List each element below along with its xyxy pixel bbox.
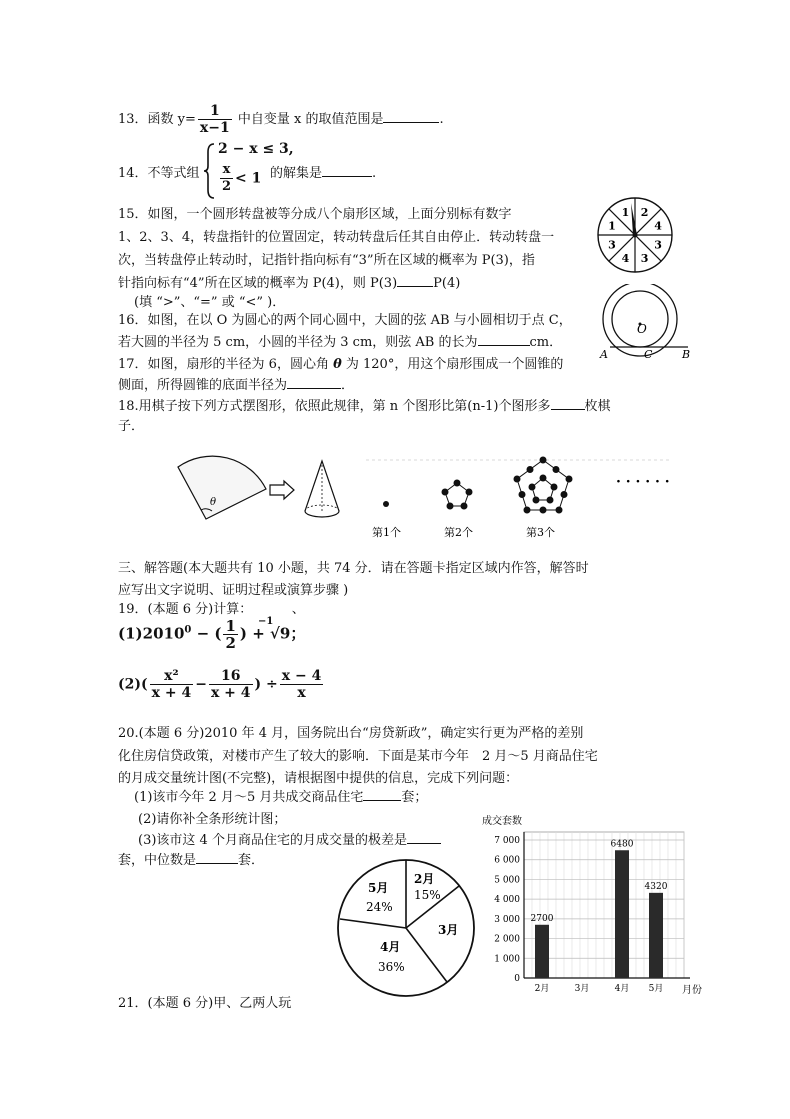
spinner-number: 3 xyxy=(640,252,649,266)
pattern-2 xyxy=(442,480,472,509)
pie-pct-may: 24% xyxy=(366,900,393,914)
y-tick-label: 0 xyxy=(514,974,520,984)
bar-value-label: 2700 xyxy=(530,913,554,924)
q20-sub1: (1)该市今年 2 月～5 月共成交商品住宅 套； xyxy=(134,790,428,805)
spinner-number: 1 xyxy=(608,219,616,233)
pie-pct-feb: 15% xyxy=(414,888,441,902)
pattern-3 xyxy=(514,457,572,513)
q15-line2: 1、2、3、4，转盘指针的位置固定，转动转盘后任其自由停止．转动转盘一 xyxy=(118,230,555,245)
pie-label-feb: 2月 xyxy=(414,872,435,886)
q21: 21．(本题 6 分)甲、乙两人玩 xyxy=(118,996,292,1011)
q15-line5: (填 “>”、“=” 或 “<” )． xyxy=(134,295,286,310)
pattern-1-dot xyxy=(383,501,389,507)
q18-line2: 子． xyxy=(118,419,145,434)
spinner-number: 4 xyxy=(654,219,662,233)
y-tick-label: 1 000 xyxy=(494,954,520,965)
concentric-circles-figure xyxy=(594,284,694,364)
q13-answer-blank[interactable] xyxy=(383,110,439,123)
section3-line1: 三、解答题(本大题共有 10 小题，共 74 分．请在答题卡指定区域内作答，解答时 xyxy=(118,561,589,576)
spinner-number: 4 xyxy=(621,252,630,266)
arrow-icon xyxy=(270,481,294,499)
sector-theta: θ xyxy=(210,497,217,508)
section3-line2: 应写出文字说明、证明过程或演算步骤 ) xyxy=(118,583,349,598)
q17-line1: 17．如图，扇形的半径为 6，圆心角 θ 为 120°，用这个扇形围成一个圆锥的 xyxy=(118,357,564,372)
q20-answer-median[interactable] xyxy=(196,851,238,864)
spinner-figure xyxy=(595,195,675,275)
label-c: C xyxy=(644,348,653,361)
bar-value-label: 4320 xyxy=(644,881,668,892)
q14-answer-blank[interactable] xyxy=(322,164,372,177)
y-tick-label: 4 000 xyxy=(494,895,520,906)
chess-pattern-figure xyxy=(366,452,676,542)
q13-text: 13．函数 y= xyxy=(118,112,196,127)
q17-answer-blank[interactable] xyxy=(287,376,341,389)
q20-sub2: (2)请你补全条形统计图； xyxy=(138,812,287,827)
spinner-number: 3 xyxy=(608,238,616,252)
pie-label-mar: 3月 xyxy=(438,923,459,937)
x-category-label: 2月 xyxy=(534,984,550,994)
bar-chart-ylabel: 成交套数 xyxy=(482,816,522,827)
q20-line3: 的月成交量统计图(不完整)，请根据图中提供的信息，完成下列问题： xyxy=(118,771,519,786)
bar-2 xyxy=(615,850,629,978)
y-tick-label: 7 000 xyxy=(494,836,520,846)
continuation-dots: · · · · · · xyxy=(616,474,670,490)
pie-label-apr: 4月 xyxy=(380,940,401,954)
q16-line2: 若大圆的半径为 5 cm，小圆的半径为 3 cm，则弦 AB 的长为 cm． xyxy=(118,335,563,350)
pie-label-may: 5月 xyxy=(368,881,389,895)
caption-3: 第3个 xyxy=(526,526,555,539)
x-category-label: 5月 xyxy=(648,984,664,994)
caption-1: 第1个 xyxy=(372,526,401,539)
q19-part1: $(1)2010^0$ − ( $\frac{1}{2}$ ) + √9； −1 xyxy=(118,616,306,652)
q20-answer-1[interactable] xyxy=(363,788,401,801)
spinner-number: 3 xyxy=(654,238,662,252)
bar-chart xyxy=(476,812,716,1007)
q14-text: 14．不等式组 xyxy=(118,166,200,181)
q15-line4: 针指向标有“4”所在区域的概率为 P(4)，则 P(3) P(4) xyxy=(118,276,461,291)
q14-brace xyxy=(202,142,216,200)
q15-line3: 次，当转盘停止转动时，记指针指向标有“3”所在区域的概率为 P(3)，指 xyxy=(118,253,535,268)
pie-pct-apr: 36% xyxy=(378,960,405,974)
x-category-label: 3月 xyxy=(574,984,590,994)
q19-title: 19．(本题 6 分)计算： 、 xyxy=(118,602,305,617)
label-a: A xyxy=(600,348,608,361)
q15-line1: 15．如图，一个圆形转盘被等分成八个扇形区域，上面分别标有数字 xyxy=(118,207,512,222)
q20-answer-range[interactable] xyxy=(407,831,441,844)
q20-line2: 化住房信贷政策，对楼市产生了较大的影响．下面是某市今年 2 月～5 月商品住宅 xyxy=(118,749,598,764)
x-category-label: 4月 xyxy=(614,984,630,994)
label-o: O xyxy=(637,322,647,336)
y-tick-label: 6 000 xyxy=(494,855,520,866)
bar-value-label: 6480 xyxy=(610,839,634,850)
q16-answer-blank[interactable] xyxy=(478,333,530,346)
q15-answer-blank[interactable] xyxy=(397,274,433,287)
q20-line1: 20.(本题 6 分)2010 年 4 月，国务院出台“房贷新政”，确定实行更为严格的差别 xyxy=(118,726,584,741)
sector-cone-figure xyxy=(170,455,360,530)
spinner-number: 1 xyxy=(621,205,630,219)
q18-answer-blank[interactable] xyxy=(551,397,585,410)
bar-0 xyxy=(535,925,549,978)
q14-row1: 2 − x ≤ 3, xyxy=(218,141,294,157)
y-tick-label: 3 000 xyxy=(494,914,520,925)
y-tick-label: 5 000 xyxy=(494,875,520,886)
q17-line2: 侧面，所得圆锥的底面半径为 ． xyxy=(118,378,355,393)
q19-part2: (2)( $\frac{\text{x²}}{x + 4}$ − $\frac{16}{x + 4}$ ) ÷ $\frac{x - 4}{x}$ xyxy=(118,668,322,701)
pie-chart xyxy=(334,855,484,1005)
q13-fraction: $\frac{1}{x-1}$ xyxy=(199,103,230,136)
q14-row2: $\frac{x}{2}$ < 1 xyxy=(222,162,262,194)
spinner-pointer xyxy=(631,203,637,235)
label-b: B xyxy=(682,348,691,361)
q20-sub3: (3)该市这 4 个月商品住宅的月成交量的极差是 xyxy=(138,829,441,848)
q20-sub4: 套，中位数是 套． xyxy=(118,853,265,868)
bar-3 xyxy=(649,893,663,978)
spinner-number: 2 xyxy=(640,205,649,219)
q13: 13．函数 y= $\frac{1}{x-1}$ 中自变量 x 的取值范围是 . xyxy=(118,103,444,136)
bar-chart-xlabel: 月份 xyxy=(682,985,702,996)
q18-line1: 18.用棋子按下列方式摆图形，依照此规律，第 n 个图形比第(n-1)个图形多 枚棋 xyxy=(118,399,611,414)
caption-2: 第2个 xyxy=(444,526,473,539)
y-tick-label: 2 000 xyxy=(494,934,520,945)
q16-line1: 16．如图，在以 O 为圆心的两个同心圆中，大圆的弦 AB 与小圆相切于点 C， xyxy=(118,313,572,328)
